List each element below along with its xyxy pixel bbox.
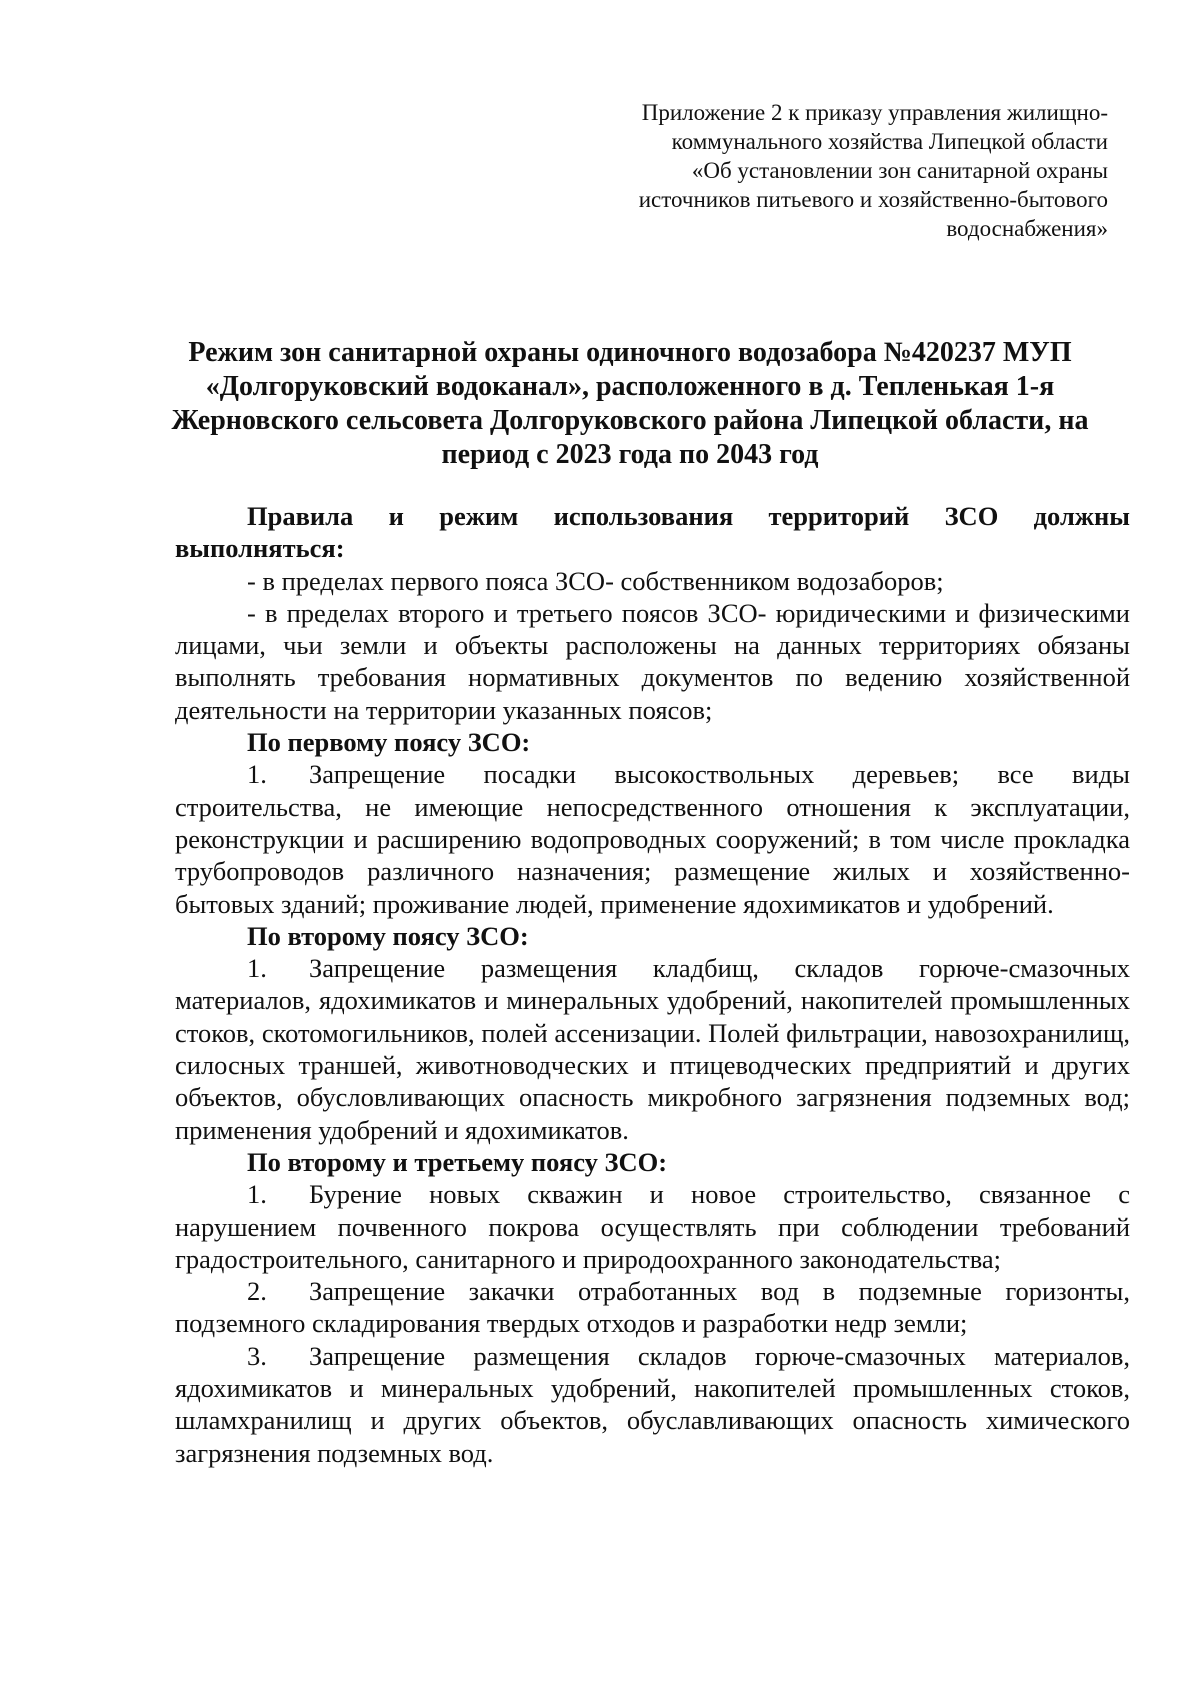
item-text: Запрещение посадки высокоствольных деревьев; все виды строительства, не имеющие непосредственного отношения к эксплуатации, реконструкции и расширению водопроводных сооружений; в том числе прокладка трубопроводов различного назначения; размещение жилых и хозяйственно-бытовых зданий; проживание людей, применение ядохимикатов и удобрений. [175,759,1130,919]
section-heading-first-belt: По первому поясу ЗСО: [247,727,531,758]
rules-paragraph: Правила и режим использования территорий ЗСО должны выполняться: [175,501,1130,564]
item-text: Запрещение размещения кладбищ, складов горюче-смазочных материалов, ядохимикатов и минеральных удобрений, накопителей промышленных стоков, скотомогильников, полей ассенизации. Полей фильтрации, навозохранилищ, силосных траншей, животноводческих и птицеводческих предприятий и других объектов, обусловливающих опасность микробного загрязнения подземных вод; применения удобрений и ядохимикатов. [175,953,1130,1145]
appendix-line: источников питьевого и хозяйственно-бытового [638,187,1108,212]
list-item [175,1275,1130,1340]
section-heading-second-belt: По второму поясу ЗСО: [247,920,529,951]
item-number: 1. [247,759,267,790]
list-item [175,1340,1130,1469]
title-line: период с 2023 года по 2043 год [441,439,819,470]
appendix-reference [548,98,1108,243]
document-title [150,336,1110,472]
item-text: Бурение новых скважин и новое строительство, связанное с нарушением почвенного покрова осуществлять при соблюдении требований градостроительного, санитарного и природоохранного законодательства; [175,1179,1130,1274]
appendix-line: «Об установлении зон санитарной охраны [691,158,1108,183]
section-heading-second-third-belt: По второму и третьему поясу ЗСО: [247,1146,668,1177]
list-item [175,952,1130,1146]
item-number: 2. [247,1276,267,1307]
list-item [175,758,1130,919]
document-body [175,500,1130,1469]
title-line: Жерновского сельсовета Долгоруковского района Липецкой области, на [171,405,1089,436]
appendix-line: коммунального хозяйства Липецкой области [671,129,1108,154]
title-line: «Долгоруковский водоканал», расположенного в д. Тепленькая 1-я [205,371,1055,402]
item-number: 1. [247,953,267,984]
item-number: 3. [247,1340,267,1371]
list-item [175,1178,1130,1275]
item-text: Запрещение размещения складов горюче-смазочных материалов, ядохимикатов и минеральных удобрений, накопителей промышленных стоков, шламхранилищ и других объектов, обуславливающих опасность химического загрязнения подземных вод. [175,1340,1130,1468]
appendix-line: Приложение 2 к приказу управления жилищно- [641,100,1108,125]
first-belt-responsibility: - в пределах первого пояса ЗСО- собственником водозаборов; [247,565,944,596]
title-line: Режим зон санитарной охраны одиночного водозабора №420237 МУП [188,337,1072,368]
second-third-belt-responsibility: - в пределах второго и третьего поясов ЗСО- юридическими и физическими лицами, чьи земли и объекты расположены на данных территориях обязаны выполнять требования нормативных документов по ведению хозяйственной деятельности на территории указанных поясов; [175,597,1130,725]
item-number: 1. [247,1179,267,1210]
appendix-line: водоснабжения» [946,216,1108,241]
item-text: Запрещение закачки отработанных вод в подземные горизонты, подземного складирования твердых отходов и разработки недр земли; [175,1276,1130,1339]
